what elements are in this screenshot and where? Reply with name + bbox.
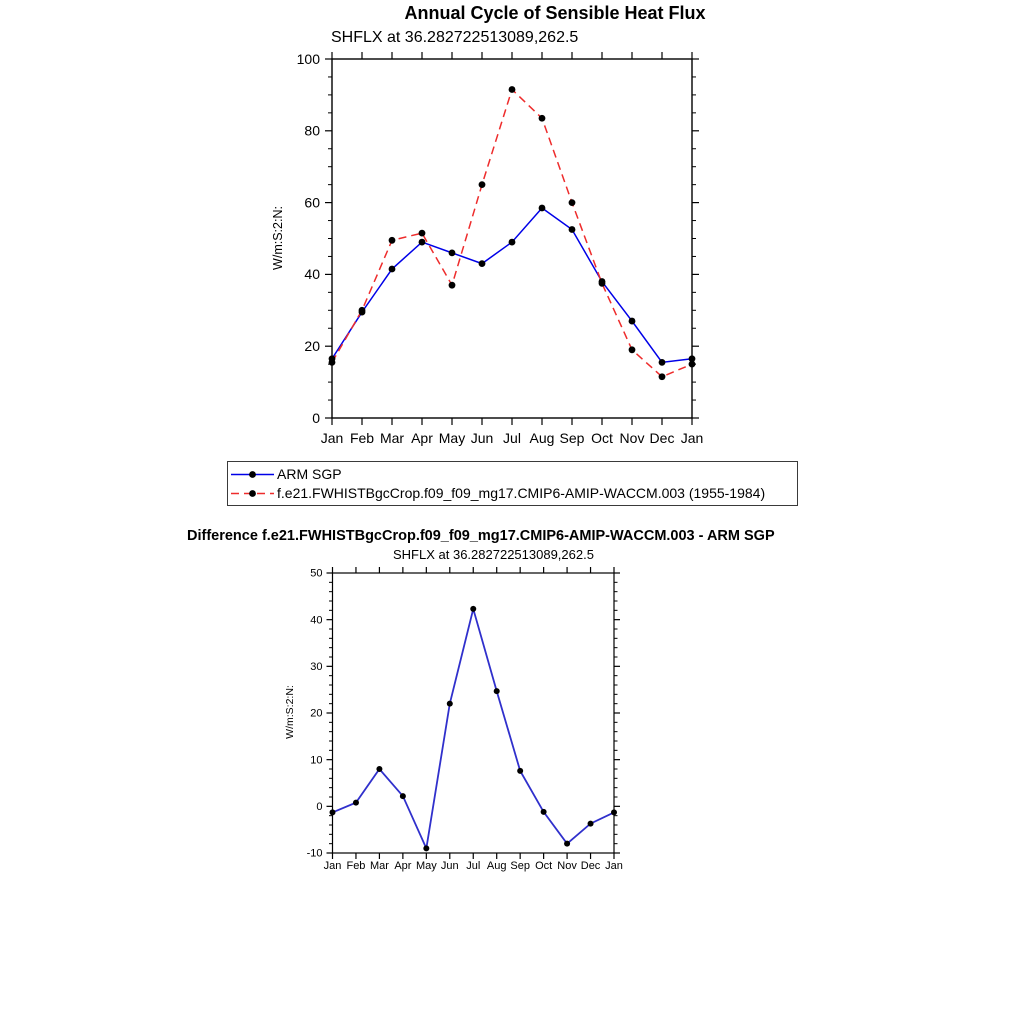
data-point	[539, 115, 546, 122]
x-tick-label: May	[438, 430, 466, 446]
legend-box	[227, 461, 798, 506]
data-point	[659, 373, 666, 380]
x-tick-label: Sep	[510, 860, 530, 872]
data-point	[419, 230, 426, 237]
x-tick-label: Dec	[649, 430, 675, 446]
data-point	[689, 361, 696, 368]
difference-chart	[307, 567, 623, 872]
data-point	[564, 841, 570, 847]
y-tick-label: 80	[304, 122, 320, 139]
y-tick-label: 60	[304, 194, 320, 211]
data-point	[376, 766, 382, 772]
data-point	[479, 260, 486, 267]
data-point	[449, 282, 456, 289]
data-point	[541, 809, 547, 815]
x-tick-label: Jun	[470, 430, 494, 446]
series-line-1	[332, 90, 692, 377]
y-tick-label: 0	[316, 801, 323, 814]
data-point	[509, 86, 516, 93]
y-tick-label: 20	[310, 707, 323, 720]
x-tick-label: Jul	[466, 860, 481, 872]
data-point	[479, 181, 486, 188]
x-tick-label: Jan	[320, 430, 344, 446]
data-point	[539, 205, 546, 212]
y-tick-label: 40	[304, 266, 320, 283]
data-point	[449, 249, 456, 256]
data-point	[588, 821, 594, 827]
x-tick-label: Jun	[440, 860, 459, 872]
difference-chart-title: Difference f.e21.FWHISTBgcCrop.f09_f09_mg17.CMIP6-AMIP-WACCM.003 - ARM SGP	[187, 528, 775, 544]
data-point	[330, 809, 336, 815]
data-point	[353, 800, 359, 806]
x-tick-label: Sep	[559, 430, 585, 446]
x-tick-label: Aug	[529, 430, 555, 446]
series-line-0	[332, 208, 692, 362]
data-point	[611, 809, 617, 815]
x-tick-label: Jan	[323, 860, 342, 872]
legend-marker-dot	[249, 471, 256, 478]
data-point	[447, 701, 453, 707]
y-tick-label: 20	[304, 337, 320, 354]
data-point	[599, 280, 606, 287]
legend-label-model: f.e21.FWHISTBgcCrop.f09_f09_mg17.CMIP6-AMIP-WACCM.003 (1955-1984)	[277, 485, 766, 501]
y-tick-label: 30	[310, 661, 323, 674]
y-tick-label: 50	[310, 567, 323, 580]
x-tick-label: Dec	[580, 860, 601, 872]
data-point	[509, 239, 516, 246]
legend-swatch-dashed-line	[228, 484, 277, 503]
x-tick-label: Mar	[379, 430, 405, 446]
difference-chart-y-axis-label: W/m:S:2:N:	[284, 685, 296, 739]
difference-chart-subtitle: SHFLX at 36.282722513089,262.5	[393, 547, 594, 562]
data-point	[470, 606, 476, 612]
y-tick-label: 10	[310, 754, 323, 767]
legend-entry-arm-sgp	[228, 465, 797, 484]
data-point	[629, 346, 636, 353]
y-tick-label: 100	[296, 50, 320, 67]
data-point	[389, 266, 396, 273]
plot-frame	[332, 59, 692, 418]
x-tick-label: May	[415, 860, 437, 872]
y-tick-label: 40	[310, 614, 323, 627]
data-point	[400, 793, 406, 799]
plot-frame	[333, 573, 615, 853]
legend-marker-dot	[249, 490, 256, 497]
x-tick-label: Oct	[535, 860, 553, 872]
data-point	[419, 239, 426, 246]
legend-swatch-solid-line	[228, 465, 277, 484]
top-chart-subtitle: SHFLX at 36.282722513089,262.5	[331, 29, 579, 46]
x-tick-label: Oct	[591, 430, 613, 446]
x-tick-label: Apr	[394, 860, 412, 872]
legend-label-arm-sgp: ARM SGP	[277, 466, 342, 482]
series-line-0	[333, 609, 615, 848]
x-tick-label: Jan	[680, 430, 704, 446]
data-point	[494, 688, 500, 694]
x-tick-label: Feb	[346, 860, 366, 872]
y-tick-label: 0	[312, 409, 320, 426]
x-tick-label: Jan	[605, 860, 623, 872]
data-point	[329, 359, 336, 366]
x-tick-label: Feb	[349, 430, 375, 446]
x-tick-label: Nov	[557, 860, 577, 872]
data-point	[517, 768, 523, 774]
top-chart	[297, 51, 704, 446]
x-tick-label: Aug	[486, 860, 507, 872]
data-point	[569, 226, 576, 233]
x-tick-label: Jul	[503, 430, 521, 446]
legend-entry-model	[228, 484, 797, 503]
x-tick-label: Nov	[619, 430, 645, 446]
data-point	[569, 199, 576, 206]
data-point	[389, 237, 396, 244]
data-point	[359, 307, 366, 314]
top-chart-title: Annual Cycle of Sensible Heat Flux	[404, 3, 706, 23]
data-point	[629, 318, 636, 325]
data-point	[659, 359, 666, 366]
x-tick-label: Mar	[369, 860, 389, 872]
x-tick-label: Apr	[411, 430, 433, 446]
y-tick-label: -10	[306, 847, 323, 860]
top-chart-y-axis-label: W/m:S:2:N:	[271, 206, 285, 270]
data-point	[423, 845, 429, 851]
